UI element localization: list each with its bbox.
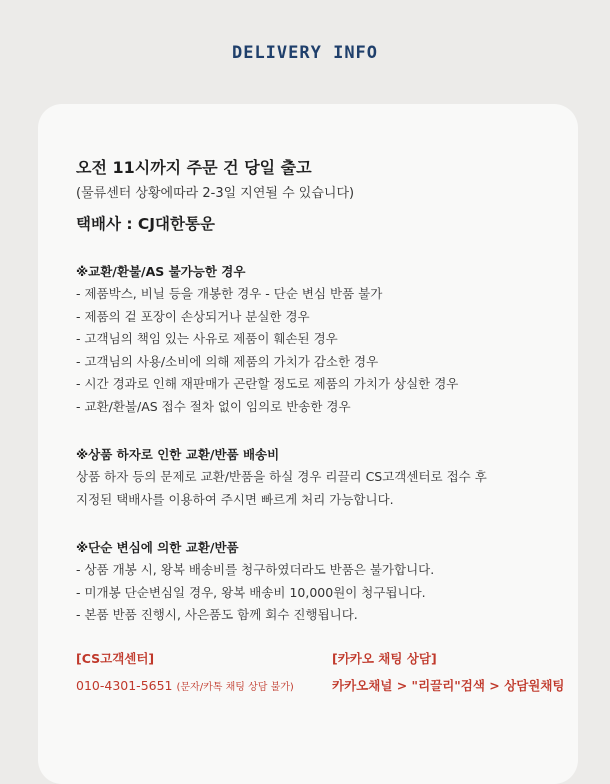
list-item: - 미개봉 단순변심일 경우, 왕복 배송비 10,000원이 청구됩니다. <box>76 584 426 600</box>
info-card <box>38 104 578 784</box>
defect-return-section <box>76 444 546 511</box>
list-item: - 교환/환불/AS 접수 절차 없이 임의로 반송한 경우 <box>76 398 351 414</box>
paragraph-line: 상품 하자 등의 문제로 교환/반품을 하실 경우 리끌리 CS고객센터로 접수 후 <box>76 469 487 484</box>
exchange-not-allowed-section <box>76 261 546 418</box>
list-item: - 본품 반품 진행시, 사은품도 함께 회수 진행됩니다. <box>76 607 358 622</box>
info-content <box>76 156 546 627</box>
list-item: - 제품박스, 비닐 등을 개봉한 경우 - 단순 변심 반품 불가 <box>76 286 383 301</box>
cs-center <box>76 650 294 697</box>
section-title: ※상품 하자로 인한 교환/반품 배송비 <box>76 447 280 462</box>
page-title: DELIVERY INFO <box>231 43 379 63</box>
shipping-delay-note: (물류센터 상황에따라 2-3일 지연될 수 있습니다) <box>76 186 355 201</box>
paragraph-line: 지정된 택배사를 이용하여 주시면 빠르게 처리 가능합니다. <box>76 491 394 507</box>
cs-phone-note: (문자/카톡 채팅 상담 불가) <box>176 682 294 693</box>
courier-info: 택배사 : CJ대한통운 <box>76 215 215 233</box>
section-title: ※교환/환불/AS 불가능한 경우 <box>76 264 246 279</box>
kakao-chat <box>332 650 565 695</box>
list-item: - 시간 경과로 인해 재판매가 곤란할 정도로 제품의 가치가 상실한 경우 <box>76 376 459 391</box>
kakao-chat-label: [카카오 채팅 상담] <box>332 651 437 666</box>
cs-center-phone-line <box>76 677 294 697</box>
cs-phone: 010-4301-5651 <box>76 678 173 693</box>
list-item: - 상품 개봉 시, 왕복 배송비를 청구하였더라도 반품은 불가합니다. <box>76 562 435 577</box>
list-item: - 제품의 겉 포장이 손상되거나 분실한 경우 <box>76 308 310 324</box>
section-title: ※단순 변심에 의한 교환/반품 <box>76 540 239 555</box>
shipping-headline: 오전 11시까지 주문 건 당일 출고 <box>76 158 312 177</box>
list-item: - 고객님의 책임 있는 사유로 제품이 훼손된 경우 <box>76 331 338 346</box>
list-item: - 고객님의 사용/소비에 의해 제품의 가치가 감소한 경우 <box>76 353 379 369</box>
contact-info <box>76 650 565 700</box>
change-of-mind-section <box>76 537 546 627</box>
cs-center-label: [CS고객센터] <box>76 651 155 666</box>
kakao-chat-path: 카카오채널 > "리끌리"검색 > 상담원채팅 <box>332 678 565 693</box>
